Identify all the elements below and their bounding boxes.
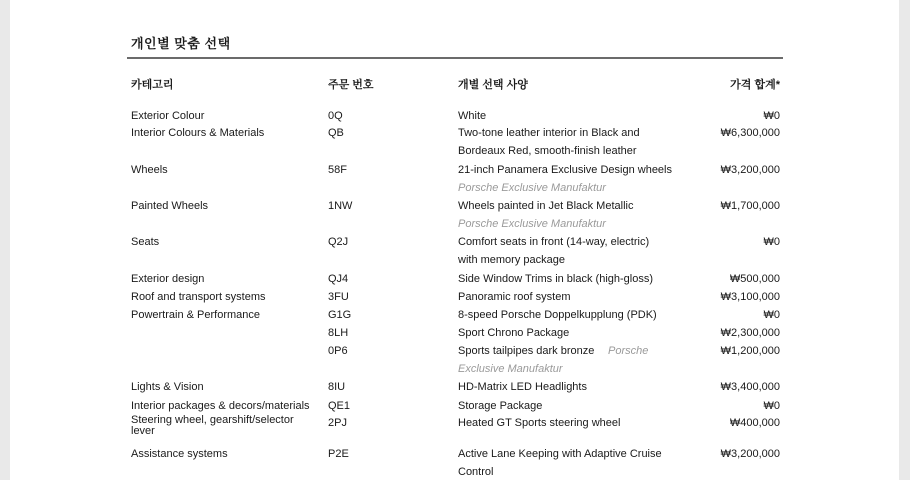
row-code: 3FU — [328, 291, 349, 303]
row-option-continued: with memory package — [458, 254, 565, 266]
row-option: Sport Chrono Package — [458, 327, 570, 339]
row-code: Q2J — [328, 236, 349, 248]
row-price: ₩0 — [763, 309, 780, 321]
row-price: ₩400,000 — [729, 417, 780, 429]
row-option: Sports tailpipes dark bronze — [458, 345, 595, 357]
row-category: Wheels — [131, 164, 168, 176]
row-price: ₩3,200,000 — [720, 164, 780, 176]
row-price: ₩3,400,000 — [720, 381, 780, 393]
row-option-continued: Control — [458, 466, 494, 478]
row-price: ₩0 — [763, 110, 780, 122]
row-code: 0P6 — [328, 345, 348, 357]
row-option-note-inline: Porsche — [608, 345, 649, 357]
row-code: 8LH — [328, 327, 349, 339]
row-code: 58F — [328, 164, 347, 176]
row-price: ₩0 — [763, 400, 780, 412]
row-category: Powertrain & Performance — [131, 309, 260, 321]
row-code: 2PJ — [328, 417, 347, 429]
row-category: Exterior Colour — [131, 110, 205, 122]
row-option: 21-inch Panamera Exclusive Design wheels — [458, 164, 672, 176]
row-code: 1NW — [328, 200, 353, 212]
row-category: Painted Wheels — [131, 200, 209, 212]
row-code: 8IU — [328, 381, 346, 393]
row-option: White — [458, 110, 487, 122]
row-category: Lights & Vision — [131, 381, 204, 393]
section-title: 개인별 맞춤 선택 — [131, 36, 231, 51]
row-option-note: Exclusive Manufaktur — [458, 363, 563, 375]
row-code: QE1 — [328, 400, 351, 412]
row-option: Two-tone leather interior in Black and — [458, 127, 640, 139]
row-price: ₩2,300,000 — [720, 327, 780, 339]
row-price: ₩1,200,000 — [720, 345, 780, 357]
row-category: Interior Colours & Materials — [131, 127, 265, 139]
section-divider — [127, 57, 783, 59]
row-price: ₩3,100,000 — [720, 291, 780, 303]
row-option-note: Porsche Exclusive Manufaktur — [458, 218, 606, 230]
row-category-continued: lever — [131, 425, 155, 437]
row-option-continued: Bordeaux Red, smooth-finish leather — [458, 145, 637, 157]
row-code: QB — [328, 127, 344, 139]
row-category: Steering wheel, gearshift/selector — [131, 414, 294, 426]
header-order-number: 주문 번호 — [328, 79, 374, 91]
row-code: QJ4 — [328, 273, 349, 285]
row-category: Exterior design — [131, 273, 205, 285]
header-category: 카테고리 — [131, 79, 174, 91]
row-option: Side Window Trims in black (high-gloss) — [458, 273, 654, 285]
row-option: Storage Package — [458, 400, 543, 412]
row-category: Seats — [131, 236, 160, 248]
row-price: ₩6,300,000 — [720, 127, 780, 139]
row-option: Comfort seats in front (14-way, electric) — [458, 236, 650, 248]
row-option: Active Lane Keeping with Adaptive Cruise — [458, 448, 662, 460]
row-price: ₩1,700,000 — [720, 200, 780, 212]
row-option: Wheels painted in Jet Black Metallic — [458, 200, 634, 212]
header-price: 가격 합계* — [730, 79, 780, 91]
row-category: Interior packages & decors/materials — [131, 400, 310, 412]
row-price: ₩500,000 — [729, 273, 780, 285]
row-option: Panoramic roof system — [458, 291, 571, 303]
row-option: Heated GT Sports steering wheel — [458, 417, 621, 429]
row-price: ₩0 — [763, 236, 780, 248]
row-code: P2E — [328, 448, 349, 460]
header-option: 개별 선택 사양 — [458, 79, 528, 91]
row-option-note: Porsche Exclusive Manufaktur — [458, 182, 606, 194]
row-category: Roof and transport systems — [131, 291, 266, 303]
row-code: G1G — [328, 309, 352, 321]
row-code: 0Q — [328, 110, 343, 122]
row-price: ₩3,200,000 — [720, 448, 780, 460]
row-option: HD-Matrix LED Headlights — [458, 381, 587, 393]
row-option: 8-speed Porsche Doppelkupplung (PDK) — [458, 309, 657, 321]
row-category: Assistance systems — [131, 448, 228, 460]
